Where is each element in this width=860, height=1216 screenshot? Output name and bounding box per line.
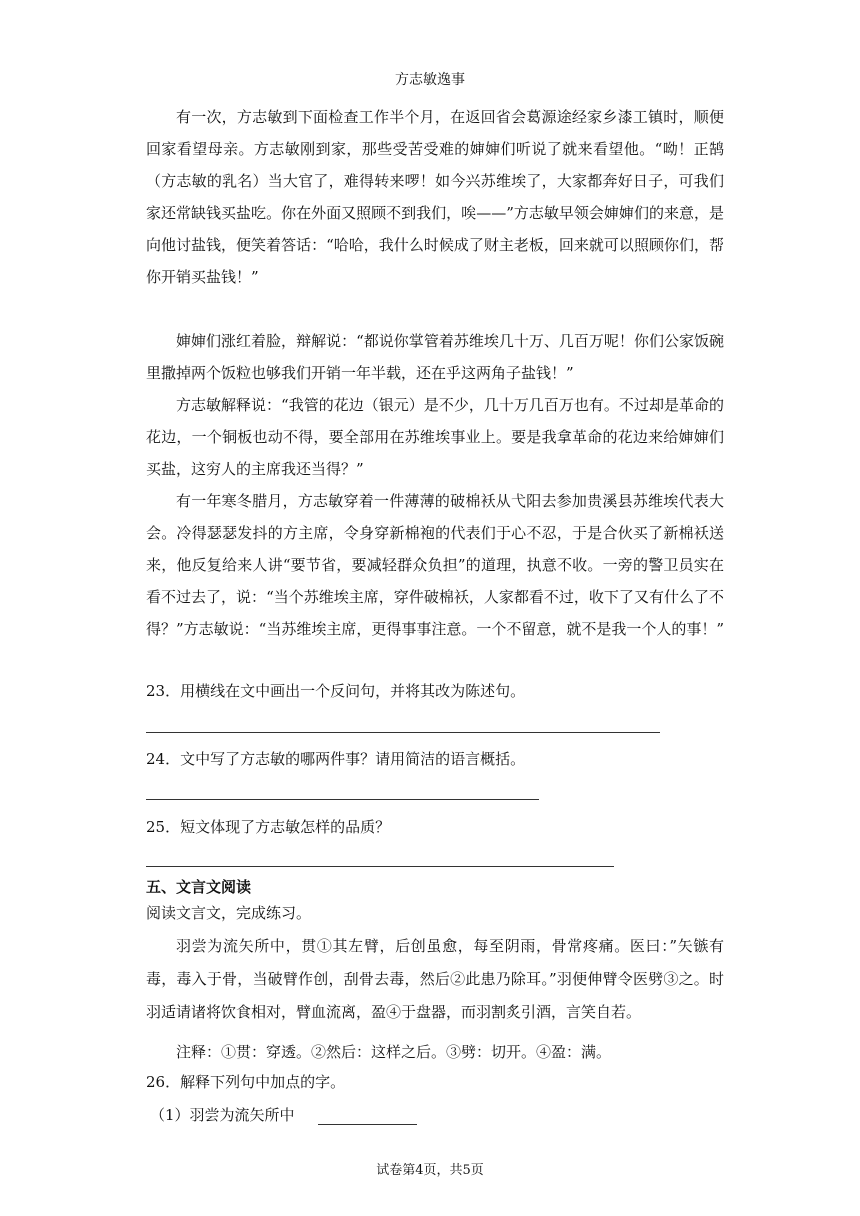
section-instruction: 阅读文言文，完成练习。 bbox=[146, 904, 312, 922]
question-24: 24．文中写了方志敏的哪两件事？请用简洁的语言概括。 bbox=[146, 750, 526, 768]
paragraph-3: 方志敏解释说：“我管的花边（银元）是不少，几十万几百万也有。不过却是革命的花边，一个铜板也动不得，要全部用在苏维埃事业上。要是我拿革命的花边来给婶婶们买盐，这穷人的主席我还当得？” bbox=[146, 396, 724, 478]
classical-text: 羽尝为流矢所中，贯①其左臂，后创虽愈，每至阴雨，骨常疼痛。医曰：”矢镞有毒，毒入于骨，当破臂作创，刮骨去毒，然后②此患乃除耳。”羽便伸臂令医劈③之。时羽适请诸将饮食相对，臂血流离，盈④于盘器，而羽割炙引酒，言笑自若。 bbox=[146, 937, 724, 1021]
question-26-item-1: （1）羽尝为流矢所中 bbox=[150, 1106, 295, 1124]
answer-line-23[interactable] bbox=[146, 732, 660, 733]
paragraph-1: 有一次，方志敏到下面检查工作半个月，在返回省会葛源途经家乡漆工镇时，顺便回家看望母亲。方志敏刚到家，那些受苦受难的婶婶们听说了就来看望他。“呦！正鹄（方志敏的乳名）当大官了，难得转来啰！如今兴苏维埃了，大家都奔好日子，可我们家还常缺钱买盐吃。你在外面又照顾不到我们，唉——”方志敏早领会婶婶们的来意，是向他讨盐钱，便笑着答话：“哈哈，我什么时候成了财主老板，回来就可以照顾你们，帮你开销买盐钱！” bbox=[146, 108, 724, 286]
section-heading: 五、文言文阅读 bbox=[146, 878, 252, 896]
answer-line-25[interactable] bbox=[146, 866, 614, 867]
answer-blank-26-1[interactable] bbox=[318, 1124, 417, 1125]
question-26: 26．解释下列句中加点的字。 bbox=[146, 1073, 346, 1091]
annotation-note: 注释：①贯：穿透。②然后：这样之后。③劈：切开。④盈：满。 bbox=[176, 1043, 612, 1061]
page-footer: 试卷第4页，共5页 bbox=[376, 1163, 484, 1178]
question-25: 25．短文体现了方志敏怎样的品质？ bbox=[146, 818, 391, 836]
question-23: 23．用横线在文中画出一个反问句，并将其改为陈述句。 bbox=[146, 682, 526, 700]
passage-title: 方志敏逸事 bbox=[395, 72, 465, 88]
paragraph-2: 婶婶们涨红着脸，辩解说：“都说你掌管着苏维埃几十万、几百万呢！你们公家饭碗里撒掉两个饭粒也够我们开销一年半载，还在乎这两角子盐钱！” bbox=[146, 332, 724, 382]
answer-line-24[interactable] bbox=[146, 799, 539, 800]
paragraph-4: 有一年寒冬腊月，方志敏穿着一件薄薄的破棉袄从弋阳去参加贵溪县苏维埃代表大会。冷得瑟瑟发抖的方主席，令身穿新棉袍的代表们于心不忍，于是合伙买了新棉袄送来，他反复给来人讲“要节省，要减轻群众负担”的道理，执意不收。一旁的警卫员实在看不过去了，说：“当个苏维埃主席，穿件破棉袄，人家都看不过，收下了又有什么了不得？”方志敏说：“当苏维埃主席，更得事事注意。一个不留意，就不是我一个人的事！” bbox=[146, 492, 725, 638]
